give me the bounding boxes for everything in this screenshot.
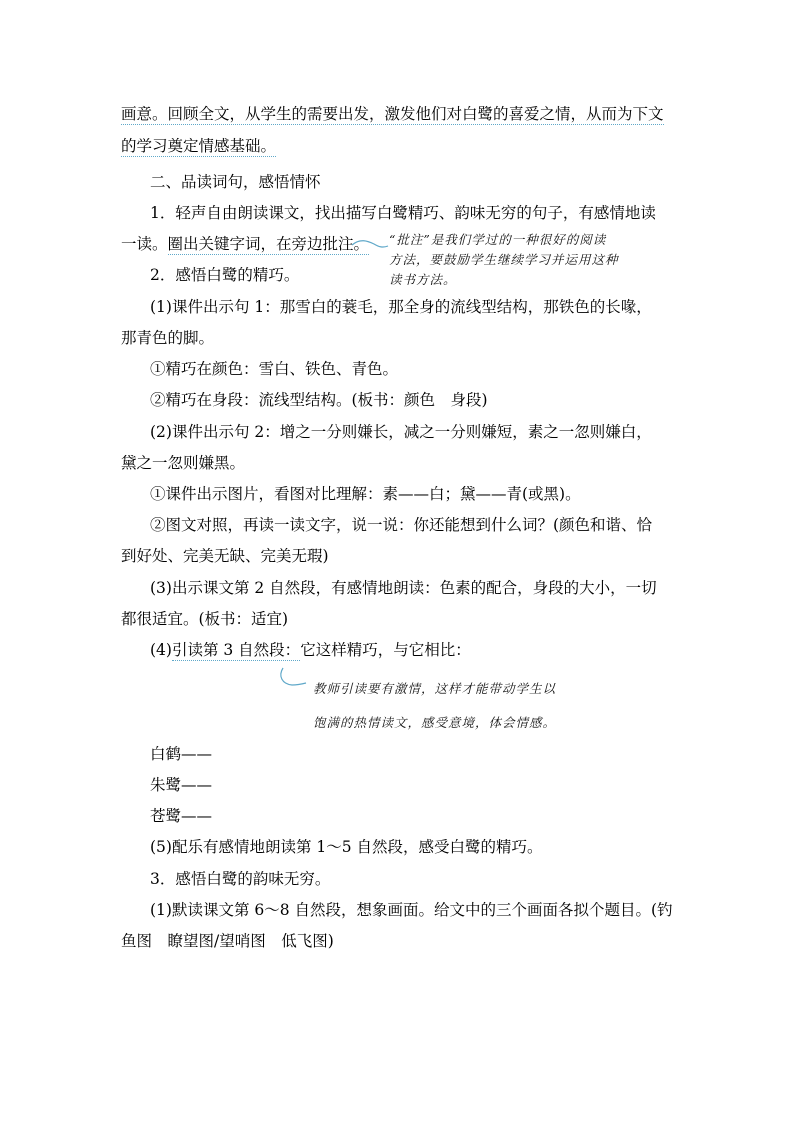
annotation-2-line-2: 饱满的热情读文，感受意境，体会情感。 <box>313 715 557 730</box>
text-line-25: 鱼图 瞭望图/望哨图 低飞图) <box>121 932 334 950</box>
text-line-14: ②图文对照，再读一读文字，说一说：你还能想到什么词？(颜色和谐、恰 <box>150 516 653 534</box>
underlined-span: 引读第 3 自然段： <box>171 641 301 659</box>
annotation-1-line-3: 读书方法。 <box>389 272 457 287</box>
text-line-8: 那青色的脚。 <box>121 329 215 347</box>
text-line-13: ①课件出示图片，看图对比理解：素——白；黛——青(或黑)。 <box>150 485 581 503</box>
text-line-9: ①精巧在颜色：雪白、铁色、青色。 <box>150 360 399 378</box>
underlined-span: 画意。回顾全文，从学生的需要出发，激发他们对白鹭的喜爱之情，从而为下文 <box>121 105 664 123</box>
text-line-22: (5)配乐有感情地朗读第 1～5 自然段，感受白鹭的精巧。 <box>150 838 543 856</box>
text-span: 它这样精巧，与它相比： <box>300 641 471 659</box>
text-line-16: (3)出示课文第 2 自然段，有感情地朗读：色素的配合，身段的大小，一切 <box>150 579 657 597</box>
text-line-21: 苍鹭—— <box>150 807 213 825</box>
text-line-4: 1．轻声自由朗读课文，找出描写白鹭精巧、韵味无穷的句子，有感情地读 <box>150 204 656 222</box>
text-line-23: 3．感悟白鹭的韵味无穷。 <box>150 870 331 888</box>
text-line-20: 朱鹭—— <box>150 776 213 794</box>
text-line-12: 黛之一忽则嫌黑。 <box>121 454 246 472</box>
annotation-1-line-1: “批注”是我们学过的一种很好的阅读 <box>389 232 607 247</box>
connector-curve-2 <box>281 668 306 685</box>
section-heading: 二、品读词句，感悟情怀 <box>150 173 321 191</box>
text-line-17: 都很适宜。(板书：适宜) <box>121 610 289 628</box>
text-span: (4) <box>150 641 172 659</box>
annotation-2-line-1: 教师引读要有激情，这样才能带动学生以 <box>313 681 557 696</box>
text-line-19: 白鹤—— <box>150 745 213 763</box>
text-span: 一读。 <box>121 235 168 253</box>
text-line-11: (2)课件出示句 2：增之一分则嫌长，减之一分则嫌短，素之一忽则嫌白， <box>150 423 652 441</box>
annotation-1-line-2: 方法，要鼓励学生继续学习并运用这种 <box>389 252 619 267</box>
text-line-6: 2．感悟白鹭的精巧。 <box>150 266 300 284</box>
text-line-15: 到好处、完美无缺、完美无瑕) <box>121 547 329 565</box>
connector-curve-1 <box>352 241 388 247</box>
text-line-10: ②精巧在身段：流线型结构。(板书：颜色 身段) <box>150 391 488 409</box>
text-line-24: (1)默读课文第 6～8 自然段，想象画面。给文中的三个画面各拟个题目。(钓 <box>150 901 673 919</box>
text-line-7: (1)课件出示句 1：那雪白的蓑毛，那全身的流线型结构，那铁色的长喙， <box>150 298 652 316</box>
underlined-span: 圈出关键字词，在旁边批注。 <box>167 235 370 253</box>
underlined-span: 的学习奠定情感基础。 <box>121 137 277 155</box>
